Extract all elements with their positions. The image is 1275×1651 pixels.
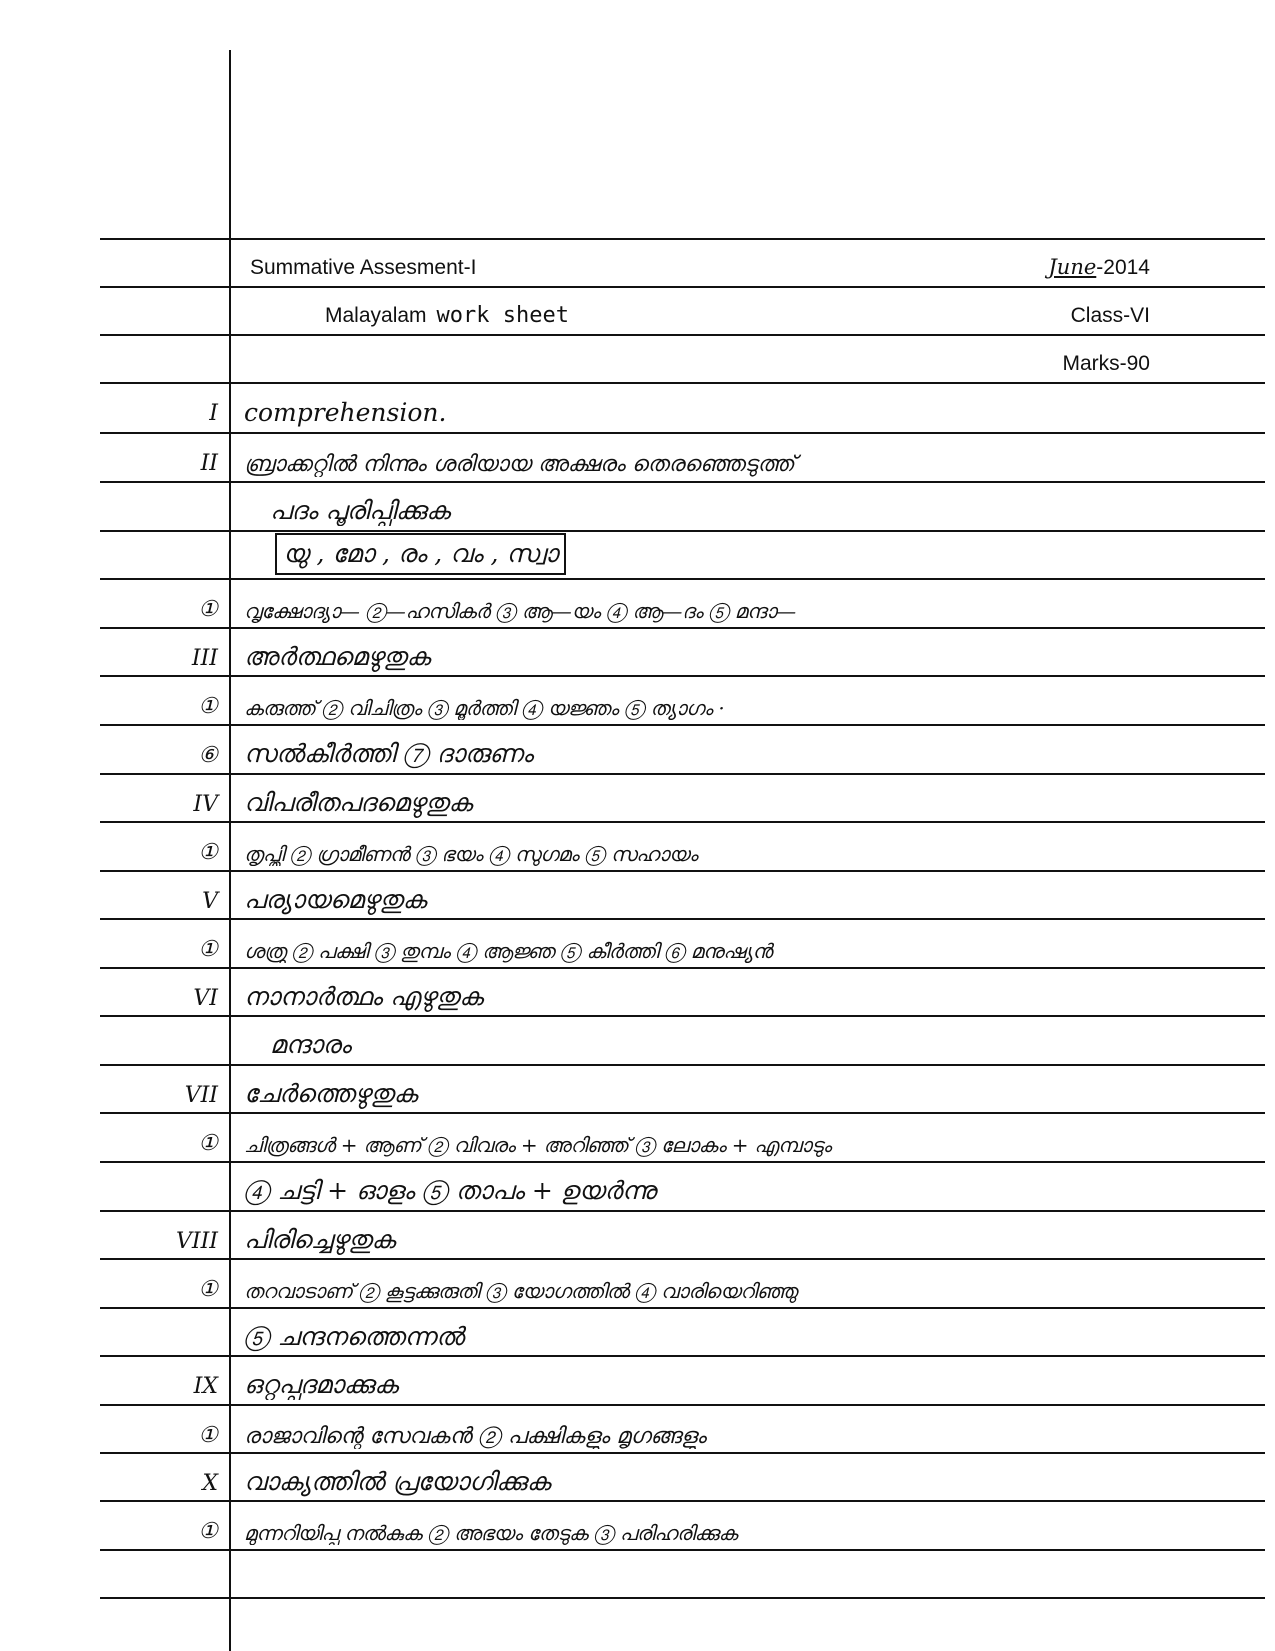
- question-row: [0, 578, 1275, 628]
- question-number: IX: [193, 1374, 218, 1399]
- question-number: X: [202, 1471, 218, 1496]
- question-text: പദം പൂരിപ്പിക്കുക: [270, 496, 451, 525]
- question-number: ①: [198, 840, 218, 865]
- question-row: [0, 773, 1275, 823]
- question-text: ചേർത്തെഴുതുക: [244, 1079, 418, 1108]
- question-row: [0, 530, 1275, 580]
- worksheet-label: work sheet: [436, 303, 569, 328]
- question-text: രാജാവിന്റെ സേവകൻ ② പക്ഷികളും മൃഗങ്ങളും: [244, 1424, 706, 1449]
- bracket-options: [275, 533, 1260, 575]
- ruled-line: [100, 1597, 1265, 1599]
- question-text: വൃക്ഷോദ്യാ— ②—ഹസികർ ③ ആ—യം ④ ആ—ദം ⑤ മന്ദാ—: [244, 599, 796, 623]
- question-text: തറവാടാണ് ② കൂട്ടക്കുരുതി ③ യോഗത്തിൽ ④ വാരിയെറിഞ്ഞു: [244, 1279, 797, 1303]
- question-text: ചിത്രങ്ങൾ + ആണ് ② വിവരം + അറിഞ്ഞ് ③ ലോകം + എമ്പാടും: [244, 1133, 832, 1157]
- question-row: [0, 382, 1275, 432]
- question-row: [0, 1500, 1275, 1550]
- question-text: വാക്യത്തിൽ പ്രയോഗിക്കുക: [244, 1467, 551, 1496]
- question-number: V: [202, 889, 218, 914]
- question-number: II: [200, 451, 218, 476]
- question-row: [0, 724, 1275, 774]
- question-row: [0, 1210, 1275, 1260]
- question-number: ①: [198, 694, 218, 719]
- question-text: പര്യായമെഴുതുക: [244, 885, 427, 914]
- question-number: ①: [198, 937, 218, 962]
- question-number: III: [191, 646, 218, 671]
- question-text: ഒറ്റപ്പദമാക്കുക: [244, 1370, 398, 1399]
- class-label: Class-VI: [1070, 304, 1150, 327]
- question-row: [0, 1258, 1275, 1308]
- date-label: [1048, 255, 1150, 280]
- question-row: [0, 1452, 1275, 1502]
- question-text: നാനാർത്ഥം എഴുതുക: [244, 982, 483, 1011]
- question-text: ⑤ ചന്ദനത്തെന്നൽ: [244, 1322, 464, 1351]
- question-number: ①: [198, 597, 218, 622]
- header-row-subject: [0, 286, 1275, 336]
- question-row: [0, 1112, 1275, 1162]
- question-row: [0, 1161, 1275, 1211]
- subject-name: Malayalam: [325, 304, 427, 327]
- date-year: -2014: [1096, 256, 1150, 279]
- header-row-title: [0, 238, 1275, 288]
- question-row: [0, 870, 1275, 920]
- question-row: [0, 1355, 1275, 1405]
- question-number: VI: [193, 986, 218, 1011]
- question-row: [0, 821, 1275, 871]
- header-row-marks: [0, 334, 1275, 384]
- date-month: June: [1048, 255, 1097, 279]
- question-number: ①: [198, 1131, 218, 1156]
- question-row: [0, 481, 1275, 531]
- question-text: ④ ചട്ടി + ഓളം ⑤ താപം + ഉയർന്നു: [244, 1176, 656, 1205]
- question-number: VIII: [176, 1229, 218, 1254]
- question-number: ①: [198, 1423, 218, 1448]
- assessment-title: Summative Assesment-I: [250, 256, 477, 279]
- question-text: വിപരീതപദമെഴുതുക: [244, 788, 473, 817]
- question-number: ⑥: [198, 743, 218, 768]
- question-text: സൽകീർത്തി ⑦ ദാരുണം: [244, 739, 533, 768]
- question-number: VII: [184, 1083, 218, 1108]
- marks-label: Marks-90: [1062, 352, 1150, 375]
- options-box: യു , മോ , രം , വം , സ്വാ: [275, 533, 566, 575]
- question-row: [0, 627, 1275, 677]
- question-row: [0, 918, 1275, 968]
- question-text: മുന്നറിയിപ്പു നൽകുക ② അഭയം തേടുക ③ പരിഹരിക്കുക: [244, 1521, 738, 1545]
- question-number: ①: [198, 1519, 218, 1544]
- question-number: I: [209, 401, 218, 426]
- question-text: കരുത്ത് ② വിചിത്രം ③ മൂർത്തി ④ യജ്ഞം ⑤ ത്യാഗം ·: [244, 696, 725, 720]
- question-number: IV: [193, 792, 218, 817]
- question-text: പിരിച്ചെഴുതുക: [244, 1225, 396, 1254]
- question-text: ശത്രു ② പക്ഷി ③ തുമ്പം ④ ആജ്ഞ ⑤ കീർത്തി ⑥ മനുഷ്യൻ: [244, 939, 772, 963]
- subject-label: [325, 303, 569, 328]
- question-number: ①: [198, 1277, 218, 1302]
- question-text: തൃപ്തി ② ഗ്രാമീണൻ ③ ഭയം ④ സുഗമം ⑤ സഹായം: [244, 842, 698, 866]
- question-text: മന്ദാരം: [270, 1030, 351, 1059]
- question-text: ബ്രാക്കറ്റിൽ നിന്നും ശരിയായ അക്ഷരം തെരഞ്ഞെടുത്ത്: [244, 452, 795, 477]
- question-row: [0, 675, 1275, 725]
- question-row: [0, 967, 1275, 1017]
- question-text: അർത്ഥമെഴുതുക: [244, 642, 431, 671]
- question-row: [0, 1307, 1275, 1357]
- question-text: comprehension.: [244, 398, 447, 427]
- question-row: [0, 432, 1275, 482]
- question-row: [0, 1015, 1275, 1065]
- question-row: [0, 1404, 1275, 1454]
- question-row: [0, 1064, 1275, 1114]
